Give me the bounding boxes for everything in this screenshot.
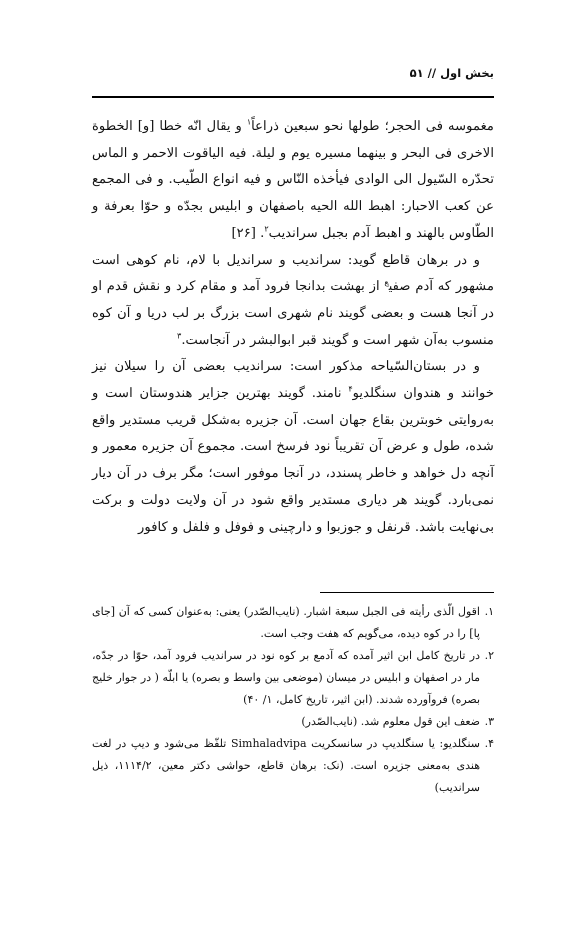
paragraph-2 bbox=[92, 248, 494, 355]
footnote-3 bbox=[92, 711, 494, 733]
footnote-number: ۴. bbox=[484, 737, 494, 750]
paragraph-1-tail: . [۲۶] bbox=[231, 225, 265, 241]
paragraph-2-text: و در برهان قاطع گوید: سراندیب و سراندیل با لام، نام کوهی است مشهور که آدم صفی bbox=[92, 252, 495, 295]
honorific-mark: ع bbox=[384, 277, 389, 287]
paragraph-1-cont: و یقال انّه خطا [و] الخطوة الاخری فی البحر و بینهما مسیره یوم و لیلة. فیه الیاقوت الاحمر و الماس تحدّره السّیول الی الوادی فیأخذه النّاس و فیه انواع الطّیب. و فی المجمع عن کعب الاحبار: اهبط الله الحیه باصفهان و ابلیس بجدّه و حوّا بعرفة و الطّاوس بالهند و اهبط آدم بجبل سرانديب bbox=[92, 119, 494, 241]
main-text bbox=[92, 114, 494, 541]
footnote-ref-4: ۴ bbox=[348, 384, 353, 394]
footnotes bbox=[92, 601, 494, 799]
footnote-ref-1: ۱ bbox=[246, 117, 252, 127]
header-rule bbox=[92, 96, 494, 98]
footnote-2 bbox=[92, 645, 494, 711]
footnote-number: ۲. bbox=[484, 649, 494, 662]
paragraph-3-cont: نامند. گویند بهترین جزایر هندوستان است و به‌روایتی خوبترین بقاع جهان است. آن جزیره به‌شکل قریب مستدیر واقع شده، طول و عرض آن تقریباً نود فرسخ است. مجموع آن جزیره معمور و آنچه دل خواهد و خاطر پسندد، در آنجا موفور است؛ مگر برف در آن دیار نمی‌بارد. گویند هر دیاری مستدیر واقع شود در آن ولایت دولت و برکت بی‌نهایت باشد. قرنفل و جوزبوا و دارچینی و فوفل و فلفل و کافور bbox=[92, 386, 494, 535]
footnote-4 bbox=[92, 733, 494, 799]
footnote-text: سنگلدیو: یا سنگلدیپ در سانسکریت Simhaladvipa تلفّظ می‌شود و دیپ در لغت هندی به‌معنی جزیره است. (نک: برهان قاطع، حواشی دکتر معین، ۱۱۱۴/۲، ذیل سراندیب) bbox=[92, 737, 480, 794]
paragraph-2-cont: از بهشت بدانجا فرود آمد و مقام کرد و نقش قدم او در آنجا هست و بعضی گویند نام شهری است بزرگ بر لب دریا و آن کوه منسوب به‌آن شهر است و گویند قبر ابوالبشر در آنجاست. bbox=[92, 279, 494, 348]
footnote-text: ضعف این قول معلوم شد. (نایب‌الصّدر) bbox=[301, 715, 480, 728]
paragraph-3 bbox=[92, 354, 494, 541]
footnote-text: در تاریخ کامل ابن اثیر آمده که آدمع بر کوه نود در سراندیب فرود آمد، حوّا در جدّه، مار در اصفهان و ابلیس در میسان (موضعی بین واسط و بصره) یا ابلّه ( در جوار خلیج بصره) فروآورده شدند. (ابن اثیر، تاریخ کامل، ۱/ ۴۰) bbox=[92, 649, 480, 706]
paragraph-1 bbox=[92, 114, 494, 248]
footnote-1 bbox=[92, 601, 494, 645]
footnote-ref-3: ۳ bbox=[177, 331, 182, 341]
footnote-text: اقول الّذی رأیته فی الجبل سبعة اشبار. (نایب‌الصّدر) یعنی: به‌عنوان کسی که آن [جای پا] را در کوه دیده، می‌گویم که هفت وجب است. bbox=[92, 605, 480, 640]
footnote-separator bbox=[320, 592, 494, 593]
footnote-number: ۱. bbox=[484, 605, 494, 618]
paragraph-1-text: مغموسه فی الحجر؛ طولها نحو سبعین ذراعاً bbox=[251, 119, 494, 134]
footnote-ref-2: ۲ bbox=[264, 224, 269, 234]
paragraph-3-text: و در بستان‌السّیاحه مذکور است: سراندیب بعضی آن را سیلان نیز خوانند و هندوان سنگلدیو bbox=[92, 359, 494, 402]
footnote-number: ۳. bbox=[484, 715, 494, 728]
running-header: بخش اول // ۵۱ bbox=[409, 66, 494, 80]
